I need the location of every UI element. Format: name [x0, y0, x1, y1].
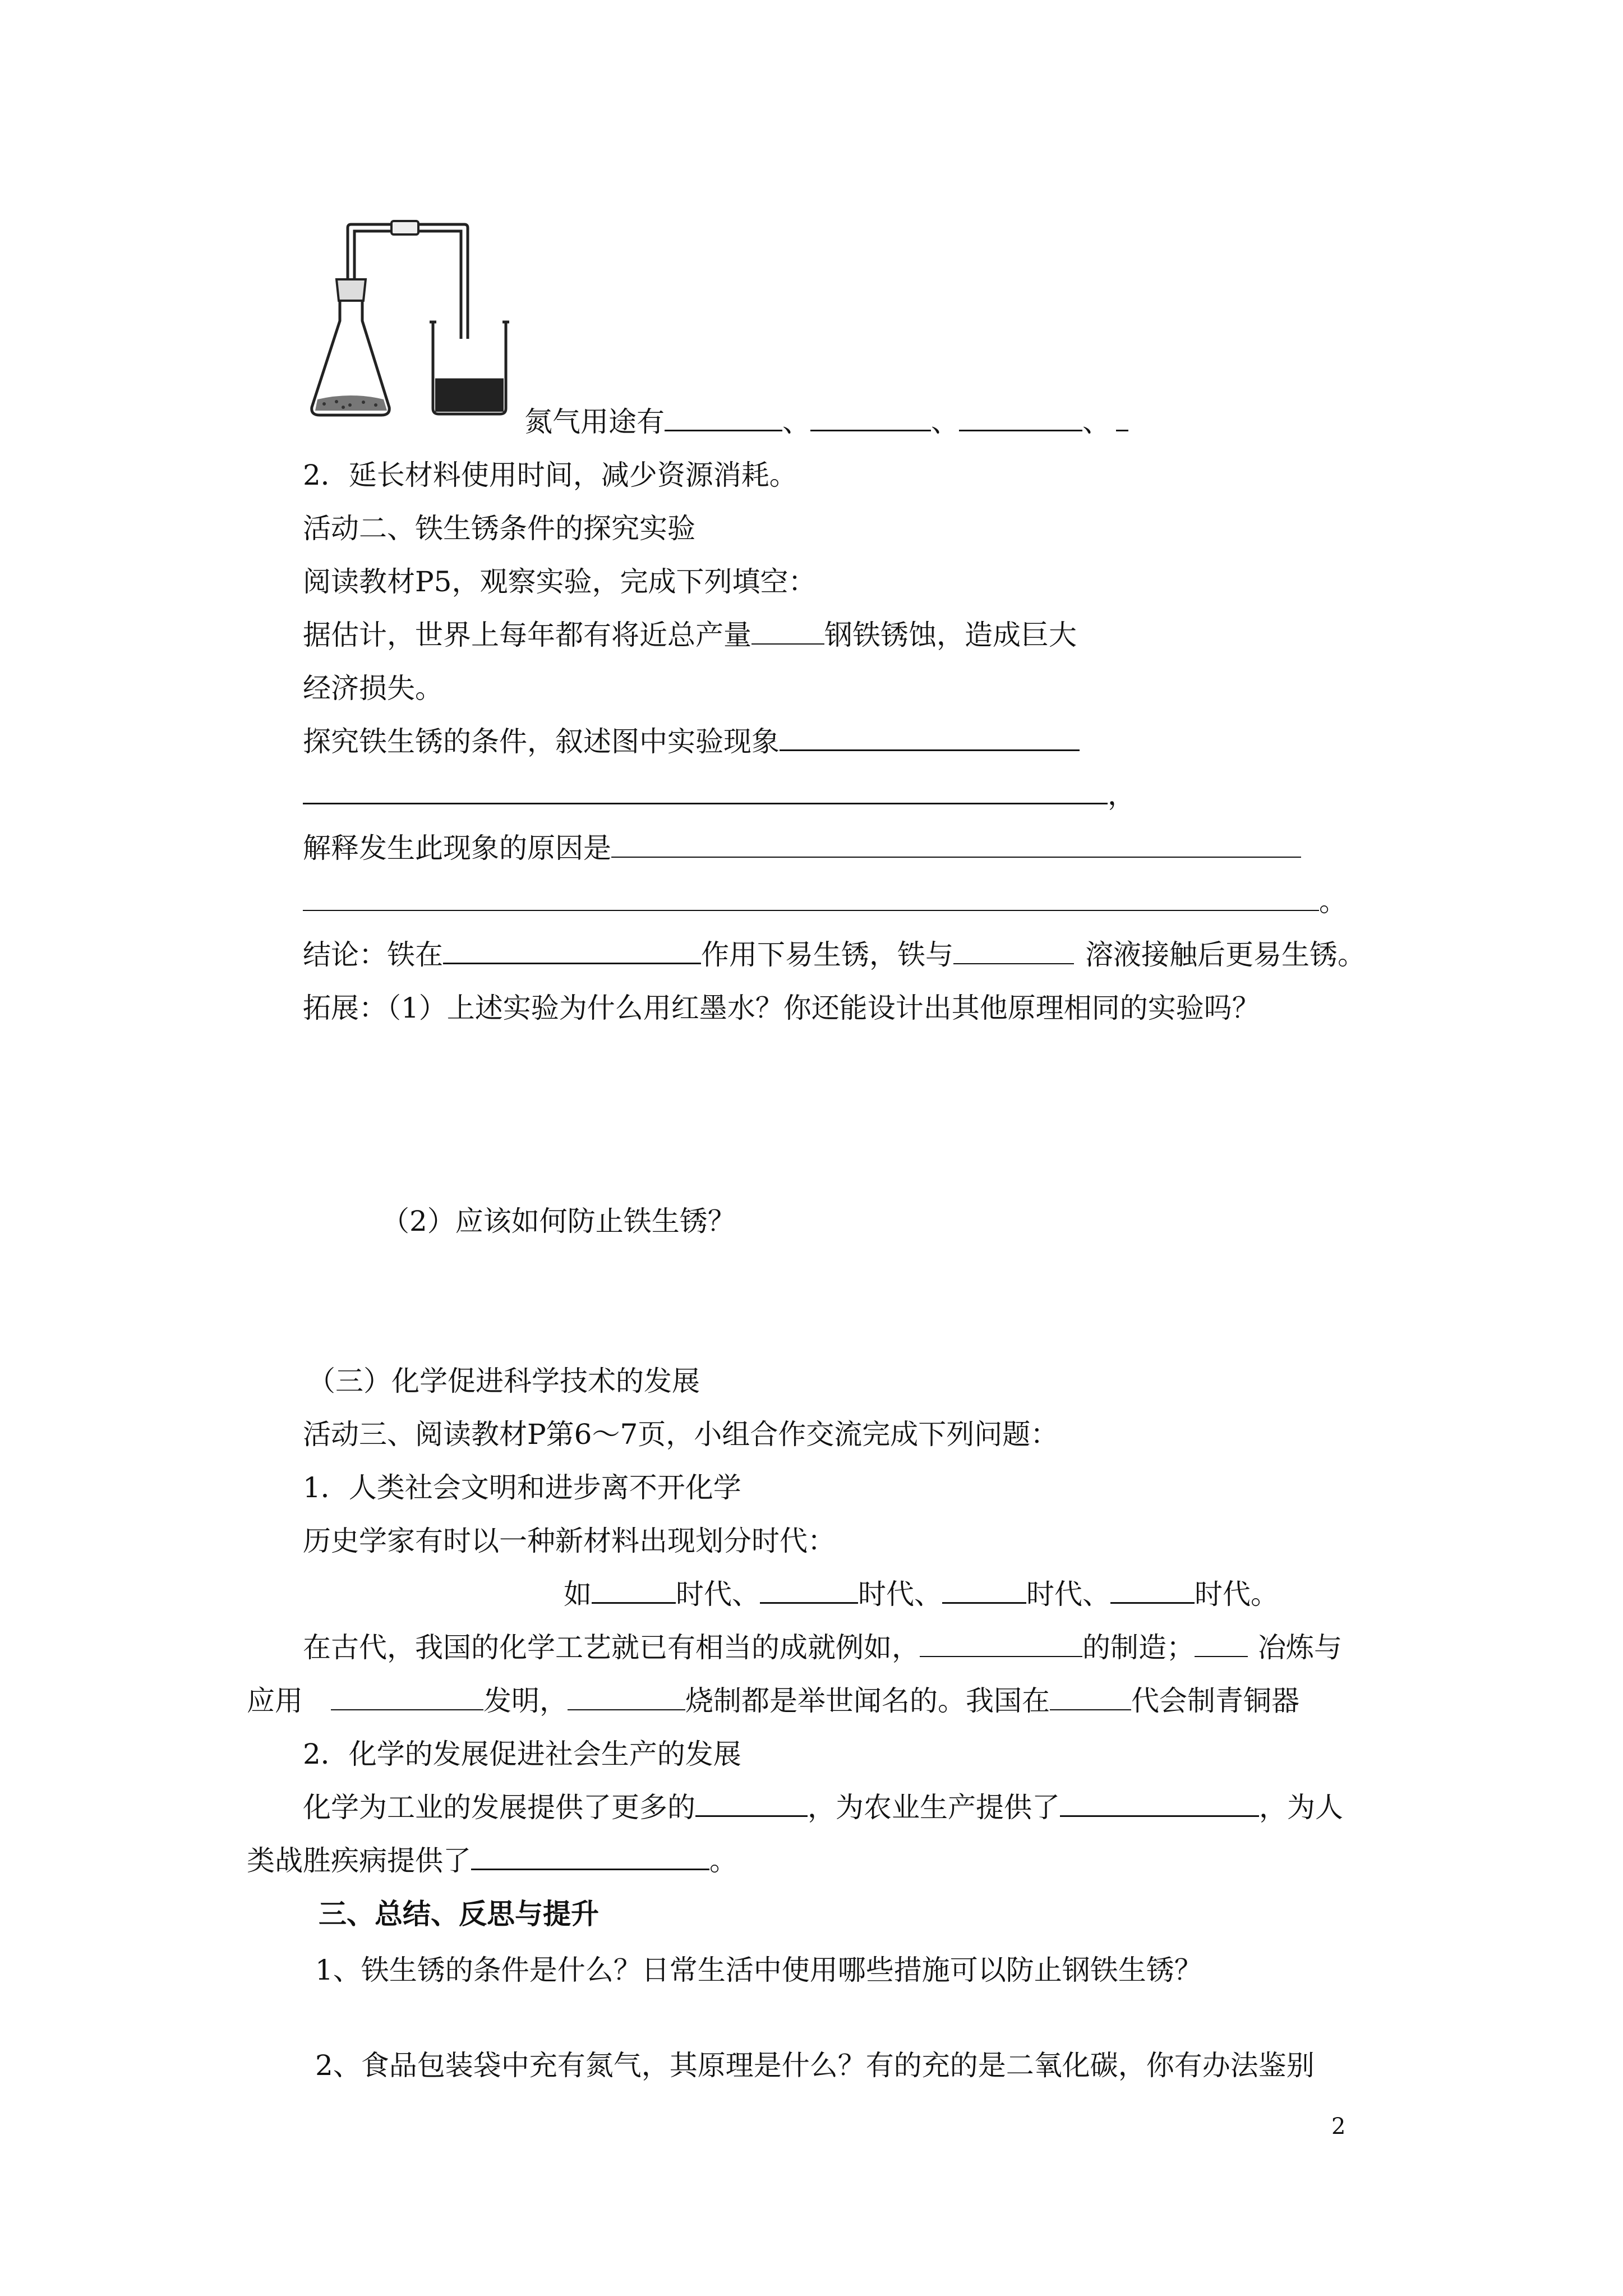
blank-field[interactable] [331, 1683, 483, 1710]
text-line: 2．延长材料使用时间，减少资源消耗。 [303, 459, 797, 491]
conclusion-line: 结论：铁在 作用下易生锈，铁与 溶液接触后更易生锈。 [303, 937, 1366, 973]
blank-field[interactable] [1195, 1630, 1248, 1657]
blank-field[interactable] [592, 1576, 676, 1604]
summary-heading: 三、总结、反思与提升 [319, 1897, 599, 1930]
text-line: 经济损失。 [303, 672, 443, 705]
blank-field[interactable] [611, 831, 1301, 858]
estimate-line: 据估计，世界上每年都有将近总产量 钢铁锈蚀，造成巨大 [303, 619, 1077, 651]
section-heading: （三）化学促进科学技术的发展 [307, 1365, 700, 1397]
blank-field[interactable] [1050, 1683, 1131, 1710]
blank-field[interactable] [751, 618, 824, 645]
blank-field[interactable] [443, 937, 701, 964]
activity-heading: 活动三、阅读教材P第6～7页，小组合作交流完成下列问题： [303, 1418, 1059, 1451]
blank-field[interactable] [760, 1576, 858, 1604]
reason-line: 解释发生此现象的原因是 [303, 830, 1301, 866]
nitrogen-uses-line: 氮气用途有 、 、 、 [524, 404, 1128, 440]
blank-field[interactable] [568, 1683, 685, 1710]
chemistry-role-line: 化学为工业的发展提供了更多的 ，为农业生产提供了 ，为人 [303, 1789, 1343, 1825]
blank-field[interactable] [780, 724, 1080, 751]
blank-field[interactable] [1060, 1789, 1259, 1817]
blank-field[interactable] [303, 777, 1108, 804]
blank-field[interactable] [665, 404, 782, 431]
summary-question-2: 2、食品包装袋中充有氮气，其原理是什么？有的充的是二氧化碳，你有办法鉴别 [315, 2049, 1315, 2082]
page-number: 2 [1331, 2114, 1346, 2139]
ancient-craft-line: 在古代，我国的化学工艺就已有相当的成就例如， 的制造； 冶炼与 [303, 1631, 1342, 1664]
text-line: 1．人类社会文明和进步离不开化学 [303, 1471, 741, 1504]
blank-field[interactable] [695, 1789, 808, 1817]
blank-field[interactable] [303, 884, 1319, 911]
blank-field[interactable] [920, 1630, 1082, 1657]
text-line: 历史学家有时以一种新材料出现划分时代： [303, 1525, 836, 1557]
summary-question-1: 1、铁生锈的条件是什么？日常生活中使用哪些措施可以防止钢铁生锈？ [315, 1954, 1202, 1986]
text-line: 2．化学的发展促进社会生产的发展 [303, 1738, 741, 1770]
blank-field[interactable] [1116, 404, 1128, 431]
extension-question-2: （2）应该如何防止铁生锈？ [381, 1205, 736, 1237]
blank-field[interactable] [953, 937, 1074, 964]
activity-heading: 活动二、铁生锈条件的探究实验 [303, 512, 695, 545]
phenomenon-line-2: ， [303, 777, 1136, 813]
eras-line: 如 时代、 时代、 时代、 时代。 [564, 1576, 1279, 1612]
extension-question-1: 拓展：（1）上述实验为什么用红墨水？你还能设计出其他原理相同的实验吗？ [303, 992, 1260, 1024]
blank-field[interactable] [810, 404, 931, 431]
blank-field[interactable] [942, 1576, 1026, 1604]
blank-field[interactable] [1110, 1576, 1195, 1604]
apparatus-figure [307, 211, 520, 424]
blank-field[interactable] [959, 404, 1082, 431]
blank-field[interactable] [471, 1843, 709, 1870]
reason-line-2: 。 [303, 884, 1347, 919]
chemistry-role-line-2: 类战胜疾病提供了 。 [247, 1843, 737, 1879]
text-line: 阅读教材P5，观察实验，完成下列填空： [303, 565, 817, 598]
ancient-craft-line-2: 应用 发明， 烧制都是举世闻名的。我国在 代会制青铜器 [247, 1685, 1299, 1717]
phenomenon-line: 探究铁生锈的条件，叙述图中实验现象 [303, 724, 1080, 760]
